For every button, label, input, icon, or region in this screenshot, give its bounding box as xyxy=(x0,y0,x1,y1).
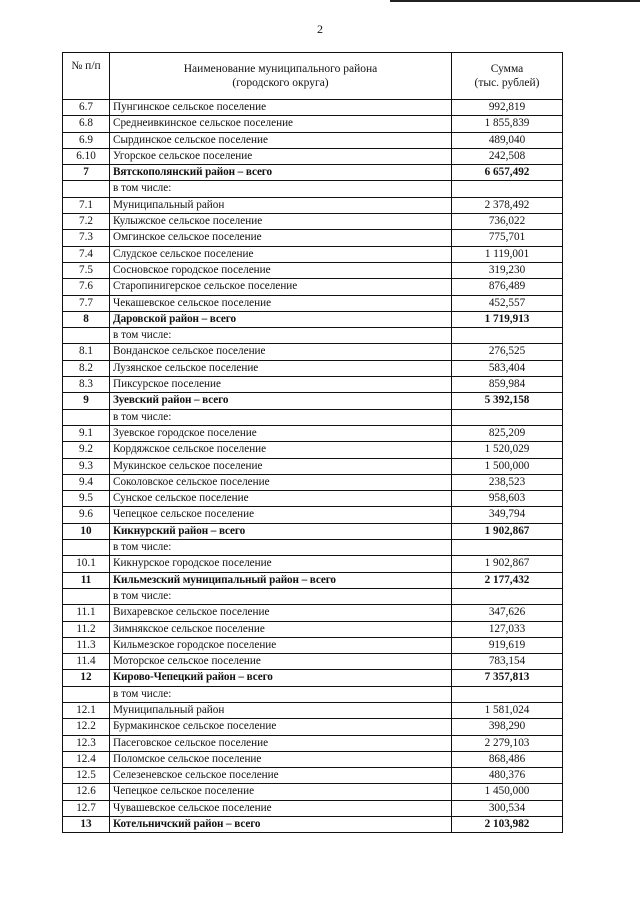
row-number: 12.4 xyxy=(63,751,110,767)
row-number: 9.6 xyxy=(63,507,110,523)
row-sum: 1 500,000 xyxy=(452,458,563,474)
row-name: Среднеивкинское сельское поселение xyxy=(110,116,452,132)
table-row xyxy=(63,425,563,441)
row-number: 12.7 xyxy=(63,800,110,816)
row-sum xyxy=(452,588,563,604)
table-body xyxy=(63,100,563,833)
header-name-line1: Наименование муниципального района xyxy=(183,63,378,75)
row-name: Пиксурское поселение xyxy=(110,377,452,393)
row-number: 6.8 xyxy=(63,116,110,132)
table-row xyxy=(63,474,563,490)
row-number: 7 xyxy=(63,165,110,181)
row-number: 12.3 xyxy=(63,735,110,751)
table-row xyxy=(63,279,563,295)
row-sum xyxy=(452,181,563,197)
row-sum: 1 719,913 xyxy=(452,311,563,327)
row-number: 13 xyxy=(63,817,110,833)
row-sum xyxy=(452,409,563,425)
table-row xyxy=(63,442,563,458)
table-row xyxy=(63,768,563,784)
row-sum: 1 581,024 xyxy=(452,702,563,718)
table-row xyxy=(63,116,563,132)
row-sum: 1 119,001 xyxy=(452,246,563,262)
row-number: 9.1 xyxy=(63,425,110,441)
row-name: Соколовское сельское поселение xyxy=(110,474,452,490)
header-sum xyxy=(452,53,563,100)
row-sum: 1 450,000 xyxy=(452,784,563,800)
row-number: 7.4 xyxy=(63,246,110,262)
row-sum xyxy=(452,328,563,344)
row-sum: 992,819 xyxy=(452,100,563,116)
row-name: Пунгинское сельское поселение xyxy=(110,100,452,116)
row-sum: 958,603 xyxy=(452,491,563,507)
table-row xyxy=(63,686,563,702)
row-number xyxy=(63,181,110,197)
row-name: Кильмезское городское поселение xyxy=(110,637,452,653)
row-name: Зуевское городское поселение xyxy=(110,425,452,441)
row-sum: 775,701 xyxy=(452,230,563,246)
table-row xyxy=(63,735,563,751)
row-number: 7.2 xyxy=(63,214,110,230)
table-row xyxy=(63,148,563,164)
row-sum: 2 378,492 xyxy=(452,197,563,213)
row-name: Сунское сельское поселение xyxy=(110,491,452,507)
row-name: Пасеговское сельское поселение xyxy=(110,735,452,751)
table-row-total xyxy=(63,311,563,327)
row-sum xyxy=(452,540,563,556)
table-row xyxy=(63,377,563,393)
row-sum: 300,534 xyxy=(452,800,563,816)
top-rule xyxy=(390,0,640,2)
row-number: 10.1 xyxy=(63,556,110,572)
row-sum: 2 103,982 xyxy=(452,817,563,833)
table-row xyxy=(63,719,563,735)
row-number: 8.1 xyxy=(63,344,110,360)
table-row-total xyxy=(63,523,563,539)
row-name: в том числе: xyxy=(110,686,452,702)
header-name xyxy=(110,53,452,100)
row-sum: 868,486 xyxy=(452,751,563,767)
row-sum: 5 392,158 xyxy=(452,393,563,409)
row-number: 6.9 xyxy=(63,132,110,148)
table-row xyxy=(63,214,563,230)
header-sum-line2: (тыс. рублей) xyxy=(474,77,540,89)
row-number: 7.3 xyxy=(63,230,110,246)
row-name: Бурмакинское сельское поселение xyxy=(110,719,452,735)
budget-table xyxy=(62,52,563,833)
row-name: Угорское сельское поселение xyxy=(110,148,452,164)
row-sum: 583,404 xyxy=(452,360,563,376)
table-row xyxy=(63,246,563,262)
row-name: Лузянское сельское поселение xyxy=(110,360,452,376)
row-number: 10 xyxy=(63,523,110,539)
row-number xyxy=(63,540,110,556)
row-name: в том числе: xyxy=(110,328,452,344)
table-row xyxy=(63,409,563,425)
row-sum: 480,376 xyxy=(452,768,563,784)
row-sum: 6 657,492 xyxy=(452,165,563,181)
row-sum: 127,033 xyxy=(452,621,563,637)
row-name: Кикнурское городское поселение xyxy=(110,556,452,572)
row-name: Вятскополянский район – всего xyxy=(110,165,452,181)
table-row xyxy=(63,588,563,604)
row-name: Муниципальный район xyxy=(110,197,452,213)
row-sum: 398,290 xyxy=(452,719,563,735)
row-number: 11 xyxy=(63,572,110,588)
table-row-total xyxy=(63,817,563,833)
table-row xyxy=(63,295,563,311)
row-name: Поломское сельское поселение xyxy=(110,751,452,767)
row-number: 9.4 xyxy=(63,474,110,490)
row-number: 7.5 xyxy=(63,262,110,278)
row-sum: 319,230 xyxy=(452,262,563,278)
table-row xyxy=(63,262,563,278)
row-sum: 859,984 xyxy=(452,377,563,393)
table-row xyxy=(63,540,563,556)
row-name: Вихаревское сельское поселение xyxy=(110,605,452,621)
row-number xyxy=(63,686,110,702)
row-name: Старопинигерское сельское поселение xyxy=(110,279,452,295)
row-sum: 919,619 xyxy=(452,637,563,653)
header-sum-line1: Сумма xyxy=(490,63,524,75)
row-number: 9.3 xyxy=(63,458,110,474)
table-row xyxy=(63,360,563,376)
row-sum: 736,022 xyxy=(452,214,563,230)
header-number: № п/п xyxy=(63,53,110,100)
row-sum: 1 902,867 xyxy=(452,523,563,539)
row-sum: 489,040 xyxy=(452,132,563,148)
row-name: Даровской район – всего xyxy=(110,311,452,327)
row-number: 7.6 xyxy=(63,279,110,295)
row-number: 8.2 xyxy=(63,360,110,376)
table-row xyxy=(63,132,563,148)
row-number: 6.7 xyxy=(63,100,110,116)
row-number: 12.5 xyxy=(63,768,110,784)
table-row xyxy=(63,637,563,653)
row-sum: 242,508 xyxy=(452,148,563,164)
row-sum: 876,489 xyxy=(452,279,563,295)
row-name: Кулыжское сельское поселение xyxy=(110,214,452,230)
table-row-total xyxy=(63,393,563,409)
row-name: Зуевский район – всего xyxy=(110,393,452,409)
table-row xyxy=(63,800,563,816)
row-sum: 7 357,813 xyxy=(452,670,563,686)
row-sum: 825,209 xyxy=(452,425,563,441)
row-name: Кильмезский муниципальный район – всего xyxy=(110,572,452,588)
row-name: Котельничский район – всего xyxy=(110,817,452,833)
row-number: 12.2 xyxy=(63,719,110,735)
header-name-line2: (городского округа) xyxy=(232,77,329,89)
row-number: 12.6 xyxy=(63,784,110,800)
table-row xyxy=(63,702,563,718)
row-sum: 347,626 xyxy=(452,605,563,621)
table-row xyxy=(63,605,563,621)
row-number: 8 xyxy=(63,311,110,327)
row-name: Зимнякское сельское поселение xyxy=(110,621,452,637)
table-row xyxy=(63,507,563,523)
table-row xyxy=(63,181,563,197)
row-name: Омгинское сельское поселение xyxy=(110,230,452,246)
table-header-row xyxy=(63,53,563,100)
row-name: Кордяжское сельское поселение xyxy=(110,442,452,458)
row-name: в том числе: xyxy=(110,409,452,425)
row-sum: 238,523 xyxy=(452,474,563,490)
row-sum: 1 520,029 xyxy=(452,442,563,458)
row-name: Слудское сельское поселение xyxy=(110,246,452,262)
table-row xyxy=(63,491,563,507)
row-number xyxy=(63,409,110,425)
row-number: 9.2 xyxy=(63,442,110,458)
row-name: Чекашевское сельское поселение xyxy=(110,295,452,311)
row-sum: 2 177,432 xyxy=(452,572,563,588)
row-number: 11.3 xyxy=(63,637,110,653)
row-sum: 349,794 xyxy=(452,507,563,523)
row-number: 9 xyxy=(63,393,110,409)
row-name: Чепецкое сельское поселение xyxy=(110,784,452,800)
row-number: 11.1 xyxy=(63,605,110,621)
row-sum: 1 902,867 xyxy=(452,556,563,572)
row-number: 6.10 xyxy=(63,148,110,164)
row-name: Чувашевское сельское поселение xyxy=(110,800,452,816)
table-row xyxy=(63,751,563,767)
table-row xyxy=(63,100,563,116)
row-number: 9.5 xyxy=(63,491,110,507)
row-name: Селезеневское сельское поселение xyxy=(110,768,452,784)
row-number: 12 xyxy=(63,670,110,686)
table-row xyxy=(63,344,563,360)
row-sum: 2 279,103 xyxy=(452,735,563,751)
row-name: Вонданское сельское поселение xyxy=(110,344,452,360)
page-number: 2 xyxy=(317,22,323,36)
table-row xyxy=(63,621,563,637)
row-name: Чепецкое сельское поселение xyxy=(110,507,452,523)
row-number: 12.1 xyxy=(63,702,110,718)
row-name: в том числе: xyxy=(110,540,452,556)
row-sum: 452,557 xyxy=(452,295,563,311)
row-name: Кикнурский район – всего xyxy=(110,523,452,539)
row-name: Сосновское городское поселение xyxy=(110,262,452,278)
row-name: Муниципальный район xyxy=(110,702,452,718)
row-name: Сырдинское сельское поселение xyxy=(110,132,452,148)
row-name: в том числе: xyxy=(110,588,452,604)
table-row xyxy=(63,328,563,344)
row-sum xyxy=(452,686,563,702)
table-row xyxy=(63,654,563,670)
row-number: 7.1 xyxy=(63,197,110,213)
table-row xyxy=(63,458,563,474)
row-number: 7.7 xyxy=(63,295,110,311)
row-number xyxy=(63,328,110,344)
row-name: Мукинское сельское поселение xyxy=(110,458,452,474)
table-row xyxy=(63,230,563,246)
row-number: 11.4 xyxy=(63,654,110,670)
row-sum: 1 855,839 xyxy=(452,116,563,132)
table-row-total xyxy=(63,670,563,686)
row-number: 11.2 xyxy=(63,621,110,637)
row-sum: 783,154 xyxy=(452,654,563,670)
table-row xyxy=(63,556,563,572)
row-name: Моторское сельское поселение xyxy=(110,654,452,670)
table-row-total xyxy=(63,165,563,181)
table-row xyxy=(63,784,563,800)
row-number xyxy=(63,588,110,604)
row-name: Кирово-Чепецкий район – всего xyxy=(110,670,452,686)
row-sum: 276,525 xyxy=(452,344,563,360)
row-name: в том числе: xyxy=(110,181,452,197)
row-number: 8.3 xyxy=(63,377,110,393)
table-row xyxy=(63,197,563,213)
table-row-total xyxy=(63,572,563,588)
